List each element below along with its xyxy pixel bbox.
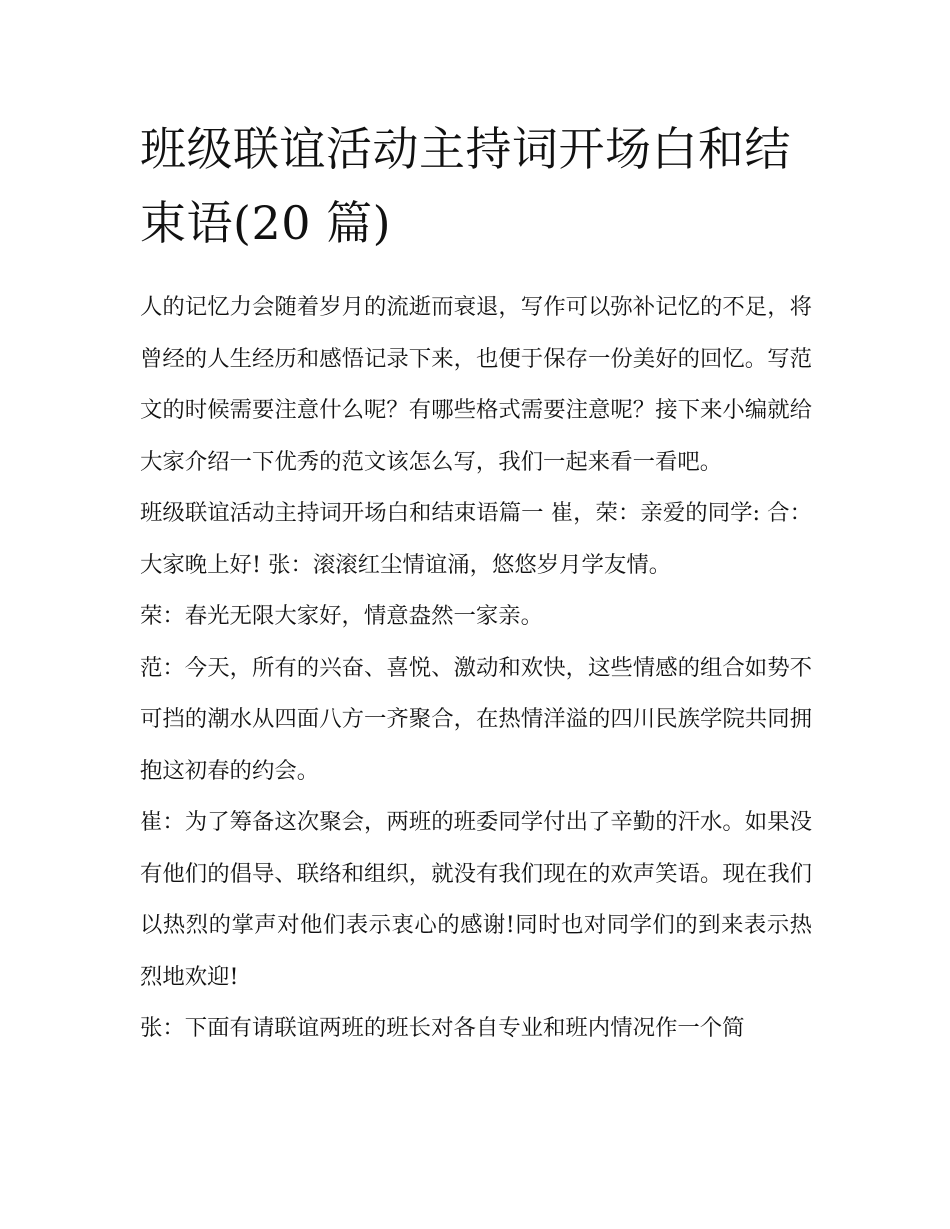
paragraph-opening-5: 张：下面有请联谊两班的班长对各自专业和班内情况作一个简 — [140, 1015, 745, 1041]
document-body — [140, 282, 812, 1055]
document-content — [140, 112, 812, 1055]
paragraph-opening-4: 崔：为了筹备这次聚会，两班的班委同学付出了辛勤的汗水。如果没有他们的倡导、联络和组织，就没有我们现在的欢声笑语。现在我们以热烈的掌声对他们表示衷心的感谢!同时也对同学们的到来表示热烈地欢迎! — [140, 809, 812, 990]
paragraph-opening-1: 班级联谊活动主持词开场白和结束语篇一 崔，荣：亲爱的同学: 合：大家晚上好! 张：滚滚红尘情谊涌，悠悠岁月学友情。 — [140, 500, 812, 578]
paragraph-opening-3: 范：今天，所有的兴奋、喜悦、激动和欢快，这些情感的组合如势不可挡的潮水从四面八方一齐聚合，在热情洋溢的四川民族学院共同拥抱这初春的约会。 — [140, 654, 812, 784]
paragraph-opening-2: 荣：春光无限大家好，情意盎然一家亲。 — [140, 603, 544, 629]
paragraph-intro: 人的记忆力会随着岁月的流逝而衰退，写作可以弥补记忆的不足，将曾经的人生经历和感悟记录下来，也便于保存一份美好的回忆。写范文的时候需要注意什么呢？有哪些格式需要注意呢？接下来小编就给大家介绍一下优秀的范文该怎么写，我们一起来看一看吧。 — [140, 294, 812, 475]
document-title: 班级联谊活动主持词开场白和结束语(20 篇) — [140, 122, 791, 250]
